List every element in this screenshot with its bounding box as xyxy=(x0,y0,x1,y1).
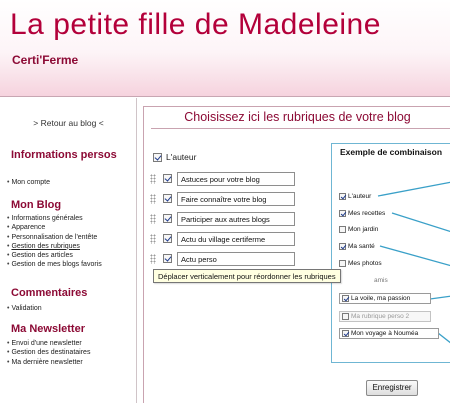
rubrique-row xyxy=(150,212,295,226)
rubrique-name-input[interactable]: Actu du village certiferme xyxy=(177,232,295,246)
sidebar-item-gestion-rubriques[interactable]: • Gestion des rubriques xyxy=(7,242,102,251)
site-header xyxy=(0,0,450,97)
rubrique-row xyxy=(150,192,295,206)
sidebar-item-envoi-newsletter[interactable]: • Envoi d'une newsletter xyxy=(7,339,90,348)
auteur-label: L'auteur xyxy=(166,152,197,162)
example-checkbox xyxy=(342,313,349,320)
site-title[interactable]: La petite fille de Madeleine xyxy=(10,8,381,41)
example-checkbox xyxy=(339,260,346,267)
auteur-row xyxy=(153,152,196,162)
rubrique-checkbox[interactable] xyxy=(163,174,172,183)
rubrique-checkbox[interactable] xyxy=(163,214,172,223)
rubrique-checkbox[interactable] xyxy=(163,194,172,203)
sidebar-item-apparence[interactable]: • Apparence xyxy=(7,223,102,232)
example-item: Mon jardin xyxy=(339,226,378,233)
rubriques-panel xyxy=(143,106,450,403)
rubrique-checkbox[interactable] xyxy=(163,234,172,243)
drag-handle-icon[interactable] xyxy=(150,214,156,224)
example-title: Exemple de combinaison xyxy=(340,147,443,157)
example-item-box: La voile, ma passion xyxy=(339,293,431,304)
sidebar-heading-informations-persos: Informations persos xyxy=(11,149,117,161)
rubrique-row xyxy=(150,172,295,186)
example-item-box: Ma rubrique perso 2 xyxy=(339,311,431,322)
drag-handle-icon[interactable] xyxy=(150,194,156,204)
sidebar-list-newsletter xyxy=(7,339,90,367)
auteur-checkbox[interactable] xyxy=(153,153,162,162)
example-checkbox xyxy=(339,193,346,200)
reorder-tooltip: Déplacer verticalement pour réordonner les rubriques xyxy=(153,269,341,283)
example-item: Ma santé xyxy=(339,243,375,250)
rubrique-name-input[interactable]: Actu perso xyxy=(177,252,295,266)
example-checkbox xyxy=(339,210,346,217)
example-checkbox xyxy=(339,243,346,250)
sidebar-heading-commentaires: Commentaires xyxy=(11,287,88,299)
drag-handle-icon[interactable] xyxy=(150,254,156,264)
sidebar-list-commentaires xyxy=(7,304,42,313)
drag-handle-icon[interactable] xyxy=(150,234,156,244)
rubrique-row xyxy=(150,252,295,266)
rubrique-row xyxy=(150,232,295,246)
sidebar xyxy=(0,98,137,403)
example-item: Mes recettes xyxy=(339,210,385,217)
save-button[interactable]: Enregistrer xyxy=(366,380,418,396)
sidebar-item-gestion-blogs-favoris[interactable]: • Gestion de mes blogs favoris xyxy=(7,260,102,269)
title-divider xyxy=(151,128,450,129)
back-to-blog-link[interactable]: > Retour au blog < xyxy=(33,118,104,128)
sidebar-item-mon-compte[interactable]: • Mon compte xyxy=(7,178,50,187)
panel-title: Choisissez ici les rubriques de votre blog xyxy=(184,110,411,124)
drag-handle-icon[interactable] xyxy=(150,174,156,184)
sidebar-heading-newsletter: Ma Newsletter xyxy=(11,323,85,335)
sidebar-item-personnalisation-entete[interactable]: • Personnalisation de l'entête xyxy=(7,233,102,242)
sidebar-heading-mon-blog: Mon Blog xyxy=(11,199,62,211)
example-checkbox xyxy=(342,330,349,337)
example-checkbox xyxy=(342,295,349,302)
sidebar-item-gestion-articles[interactable]: • Gestion des articles xyxy=(7,251,102,260)
rubrique-name-input[interactable]: Participer aux autres blogs xyxy=(177,212,295,226)
site-subtitle: Certi'Ferme xyxy=(12,53,79,67)
example-item: L'auteur xyxy=(339,193,371,200)
sidebar-item-validation[interactable]: • Validation xyxy=(7,304,42,313)
example-item-box: Mon voyage à Nouméa xyxy=(339,328,439,339)
example-checkbox xyxy=(339,226,346,233)
sidebar-list-informations-persos xyxy=(7,178,50,187)
example-item-partial: amis xyxy=(374,277,388,284)
sidebar-item-derniere-newsletter[interactable]: • Ma dernière newsletter xyxy=(7,358,90,367)
rubrique-name-input[interactable]: Faire connaître votre blog xyxy=(177,192,295,206)
rubrique-name-input[interactable]: Astuces pour votre blog xyxy=(177,172,295,186)
example-combination-box xyxy=(331,143,450,363)
sidebar-list-mon-blog xyxy=(7,214,102,270)
sidebar-item-gestion-destinataires[interactable]: • Gestion des destinataires xyxy=(7,348,90,357)
example-item: Mes photos xyxy=(339,260,382,267)
rubrique-checkbox[interactable] xyxy=(163,254,172,263)
sidebar-item-informations-generales[interactable]: • Informations générales xyxy=(7,214,102,223)
